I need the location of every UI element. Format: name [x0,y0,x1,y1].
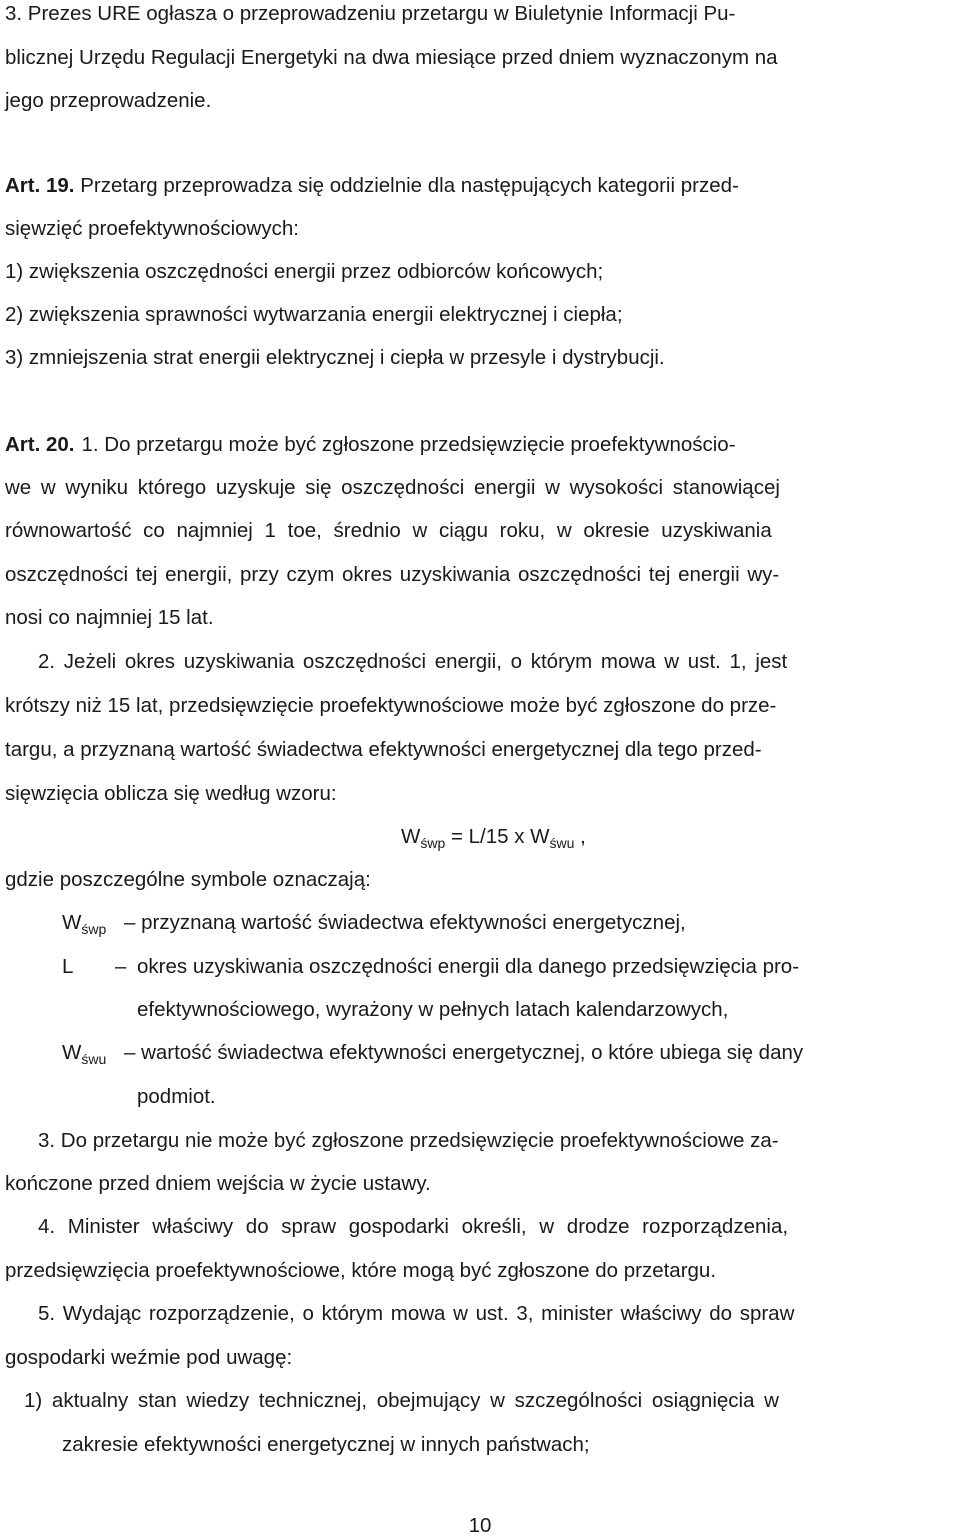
symbol-definition: $W_{śwp}$ [62,911,107,937]
symbol-description: okres uzyskiwania oszczędności energii dla danego przedsięwzięcia pro- [137,955,800,978]
paragraph-line: targu, a przyznaną wartość świadectwa efektywności energetycznej dla tego przed- [5,738,762,761]
article-19-heading-line: Art. 19. Przetarg przeprowadza się oddzielnie dla następujących kategorii przed- [5,174,739,197]
paragraph-line: przedsięwzięcia proefektywnościowe, które mogą być zgłoszone do przetargu. [5,1259,717,1282]
symbol-description: efektywnościowego, wyrażony w pełnych latach kalendarzowych, [137,998,729,1021]
symbol-description: podmiot. [137,1085,216,1108]
list-item: 1) aktualny stan wiedzy technicznej, obejmujący w szczególności osiągnięcia w [24,1389,779,1412]
article-label: Art. 19. [5,174,75,197]
paragraph-line: blicznej Urzędu Regulacji Energetyki na dwa miesiące przed dniem wyznaczonym na [5,46,778,69]
article-label: Art. 20. [5,433,75,456]
symbol-definition: L [62,955,74,978]
page-number: 10 [468,1514,492,1537]
list-item: 2) zwiększenia sprawności wytwarzania energii elektrycznej i ciepła; [5,303,623,326]
paragraph-line: 5. Wydając rozporządzenie, o którym mowa w ust. 3, minister właściwy do spraw [38,1302,795,1325]
paragraph-line: 4. Minister właściwy do spraw gospodarki określi, w drodze rozporządzenia, [38,1215,789,1238]
paragraph-line: 3. Do przetargu nie może być zgłoszone przedsięwzięcie proefektywnościowe za- [38,1129,779,1152]
symbol-description: – przyznaną wartość świadectwa efektywności energetycznej, [124,911,686,934]
paragraph-line: jego przeprowadzenie. [5,89,212,112]
list-item: zakresie efektywności energetycznej w innych państwach; [62,1433,590,1456]
paragraph-line: 3. Prezes URE ogłasza o przeprowadzeniu przetargu w Biuletynie Informacji Pu- [5,2,736,25]
paragraph-line: krótszy niż 15 lat, przedsięwzięcie proefektywnościowe może być zgłoszone do prze- [5,694,777,717]
paragraph-line: równowartość co najmniej 1 toe, średnio w ciągu roku, w okresie uzyskiwania [5,519,772,542]
paragraph-line: kończone przed dniem wejścia w życie ustawy. [5,1172,431,1195]
formula: $W_{śwp} = L/15$ x $W_{śwu}$ , [401,825,586,851]
symbol-dash: – [115,955,127,978]
paragraph-line: we w wyniku którego uzyskuje się oszczędności energii w wysokości stanowiącej [5,476,780,499]
paragraph-line: gospodarki weźmie pod uwagę: [5,1346,293,1369]
symbol-definition: $W_{śwu}$ [62,1041,107,1067]
symbol-description: – wartość świadectwa efektywności energetycznej, o które ubiega się dany [124,1041,804,1064]
list-item: 1) zwiększenia oszczędności energii przez odbiorców końcowych; [5,260,604,283]
paragraph-line: oszczędności tej energii, przy czym okres uzyskiwania oszczędności tej energii wy- [5,563,780,586]
paragraph-line: sięwzięcia oblicza się według wzoru: [5,782,337,805]
article-20-heading-line: Art. 20. 1. Do przetargu może być zgłoszone przedsięwzięcie proefektywnościo- [5,433,736,456]
list-item: 3) zmniejszenia strat energii elektrycznej i ciepła w przesyle i dystrybucji. [5,346,665,369]
paragraph-line: gdzie poszczególne symbole oznaczają: [5,868,371,891]
paragraph-line: sięwzięć proefektywnościowych: [5,217,299,240]
paragraph-line: nosi co najmniej 15 lat. [5,606,214,629]
paragraph-line: 2. Jeżeli okres uzyskiwania oszczędności energii, o którym mowa w ust. 1, jest [38,650,788,673]
